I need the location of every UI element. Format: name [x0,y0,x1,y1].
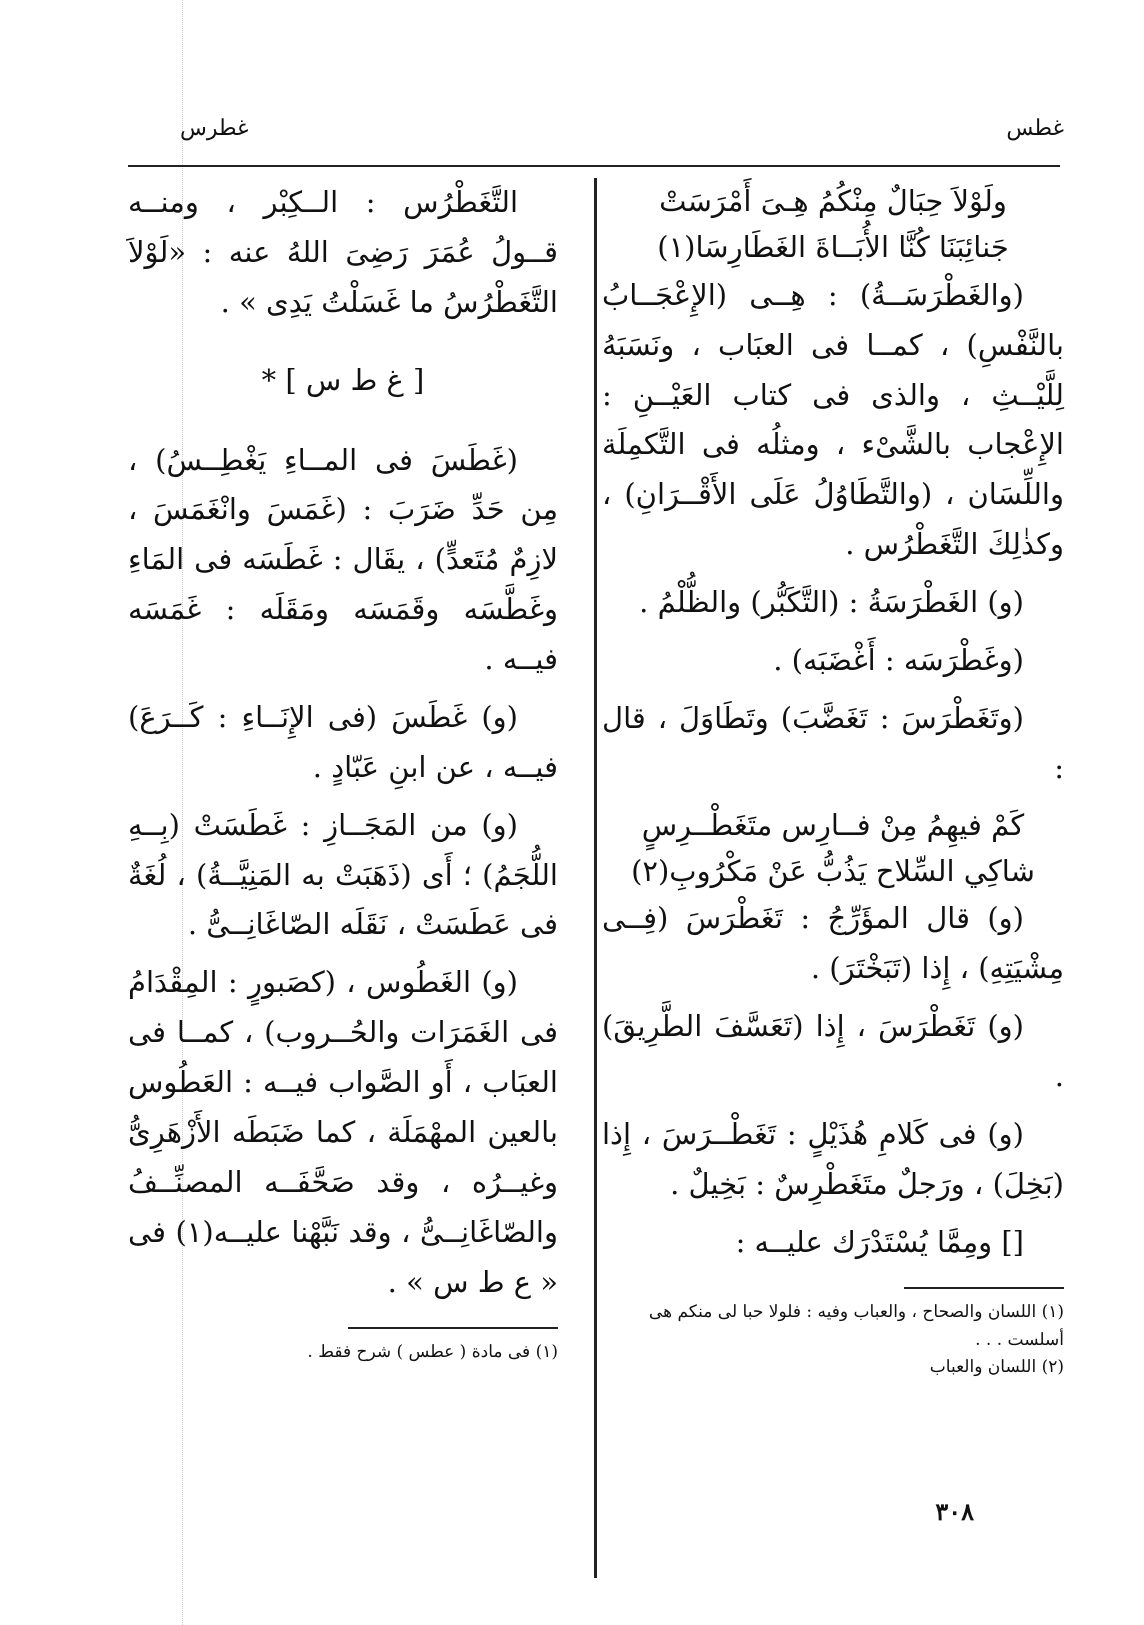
footnote: (١) فى مادة ( عطس ) شرح فقط . [307,1342,558,1363]
entry-paragraph: التَّغَطْرُس : الــكِبْر ، ومنــه قــولُ عُمَرَ رَضِىَ اللهُ عنه : «لَوْلاَ التَّغَطْرُسُ ما غَسَلْتُ يَدِى » . [128,185,558,319]
entry-paragraph: (وغَطْرَسَه : أَغْضَبَه) . [773,642,1024,677]
entry-paragraph: [] ومِمَّا يُسْتَدْرَك عليــه : [735,1224,1024,1259]
header-right-word: غطس [1006,116,1064,141]
right-column [602,178,1064,1381]
verse-2-line-2: شاكِي السِّلاح يَذُبُّ عَنْ مَكْرُوبِ(٢) [631,853,1035,888]
verse-2 [602,802,1064,895]
entry-paragraph: (والغَطْرَسَــةُ) : هِــى (الإِعْجَــابُ بالنَّفْسِ) ، كمــا فى العبَاب ، ونَسَبَهُ لِلَّيْــثِ ، والذى فى كتاب العَيْــنِ : الإِعْجاب بالشَّىْء ، ومثلُه فى التَّكمِلَة واللِّسَان ، (والتَّطَاوُلُ عَلَى الأَقْــرَانِ) ، وكذٰلِكَ التَّغَطْرُس . [602,277,1064,562]
verse-2-line-1: كَمْ فيهِمُ مِنْ فــارِس متَغَطْــرِسٍ [641,807,1025,842]
verse-1-line-1: ولَوْلاَ حِبَالٌ مِنْكُمُ هِـىَ أَمْرَسَتْ [659,184,1007,218]
entry-paragraph: (و) فى كَلامِ هُذَيْلٍ : تَغَطْــرَسَ ، إِذا (بَخِلَ) ، ورَجلٌ متَغَطْرِسٌ : بَخِيلٌ . [602,1116,1064,1201]
footnotes-rule [904,1287,1064,1289]
footnotes-rule [348,1327,558,1329]
entry-paragraph: (و) قال المؤَرِّجُ : تَغَطْرَسَ (فِــى مِشْيَتِهِ) ، إِذا (تَبَخْتَرَ) . [602,901,1064,986]
verse-1 [602,178,1064,271]
column-divider [594,178,597,1578]
entry-paragraph: (و) تَغَطْرَسَ ، إِذا (تَعَسَّفَ الطَّرِيقَ) . [602,1009,1064,1093]
left-column [128,178,558,1367]
entry-paragraph: (وتَغَطْرَسَ : تَغَضَّبَ) وتَطَاوَلَ ، قال : [602,700,1064,785]
entry-paragraph: (و) الغَطْرَسَةُ : (التَّكَبُّر) والظُّلْمُ . [639,585,1024,620]
footnote: (٢) اللسان والعباب [929,1356,1064,1377]
header-left-word: غطرس [180,116,249,141]
header-rule [128,165,1060,167]
entry-paragraph: (و) من المَجَــازِ : غَطَسَتْ (بِــهِ اللُّجَمُ) ؛ أَى (ذَهَبَتْ به المَنِيَّــةُ) ، لُغَةٌ فى عَطَسَتْ ، نَقَلَه الصّاغَانِــىُّ . [128,807,558,942]
footnote: (١) اللسان والصحاح ، والعباب وفيه : فلولا حبا لى منكم هى أسلست . . . [648,1302,1064,1350]
root-heading: [ غ ط س ] * [261,362,425,397]
verse-1-line-2: جَنائِبَنَا كُنَّا الأُبَــاةَ الغَطَارِسَا(١) [657,230,1009,265]
entry-paragraph: (و) الغَطُوس ، (كصَبورٍ : المِقْدَامُ فى الغَمَرَات والحُــروب) ، كمــا فى العبَاب ، أَو الصَّواب فيــه : العَطُوس بالعين المهْمَلَة ، كما ضَبَطَه الأَزْهَرِىُّ وغيــرُه ، وقد صَحَّفَــه المصنِّــفُ والصّاغَانِــىُّ ، وقد نَبَّهْنا عليــه(١) فى « ع ط س » . [128,965,558,1299]
entry-paragraph: (و) غَطَسَ (فى الإِنَــاءِ : كَــرَعَ) فيــه ، عن ابنِ عَبّادٍ . [128,699,558,784]
page-number: ٣٠٨ [935,1497,974,1526]
entry-paragraph: (غَطَسَ فى المــاءِ يَغْطِــسُ) ، مِن حَدِّ ضَرَبَ : (غَمَسَ وانْغَمَسَ ، لازِمٌ مُتَعدٍّ) ، يقَال : غَطَسَه فى المَاءِ وغَطَّسَه وقَمَسَه ومَقَلَه : غَمَسَه فيــه . [128,442,558,676]
